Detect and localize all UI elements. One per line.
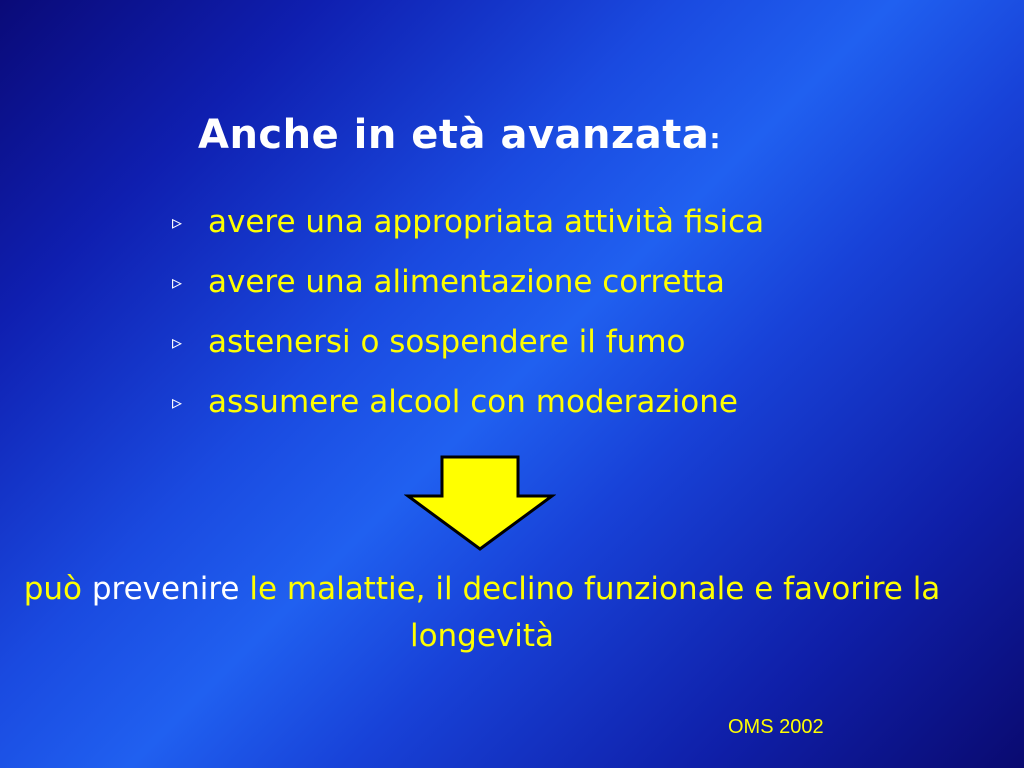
bullet-item: [172, 192, 764, 252]
bullet-text: assumere alcool con moderazione: [208, 384, 738, 420]
conclusion-verb: prevenire: [91, 571, 240, 607]
bullet-item: [172, 372, 764, 432]
down-arrow-icon: [404, 454, 556, 552]
slide-title-colon: :: [709, 122, 722, 155]
conclusion-part-1: può: [23, 571, 82, 607]
bullet-triangle-icon: ▹: [172, 270, 183, 294]
source-citation: OMS 2002: [728, 716, 824, 738]
slide-title-text: Anche in età avanzata: [198, 112, 710, 158]
bullet-item: [172, 252, 764, 312]
bullet-triangle-icon: ▹: [172, 210, 183, 234]
bullet-text: astenersi o sospendere il fumo: [208, 324, 686, 360]
bullet-list: [172, 192, 764, 432]
bullet-triangle-icon: ▹: [172, 330, 183, 354]
bullet-text: avere una appropriata attività fisica: [208, 204, 765, 240]
conclusion-part-3: le malattie, il declino funzionale e favorire la longevità: [249, 571, 941, 654]
bullet-triangle-icon: ▹: [172, 390, 183, 414]
down-arrow-shape: [408, 457, 552, 549]
conclusion-text: [20, 566, 944, 660]
bullet-text: avere una alimentazione corretta: [208, 264, 725, 300]
slide-title: [198, 112, 721, 158]
bullet-item: [172, 312, 764, 372]
